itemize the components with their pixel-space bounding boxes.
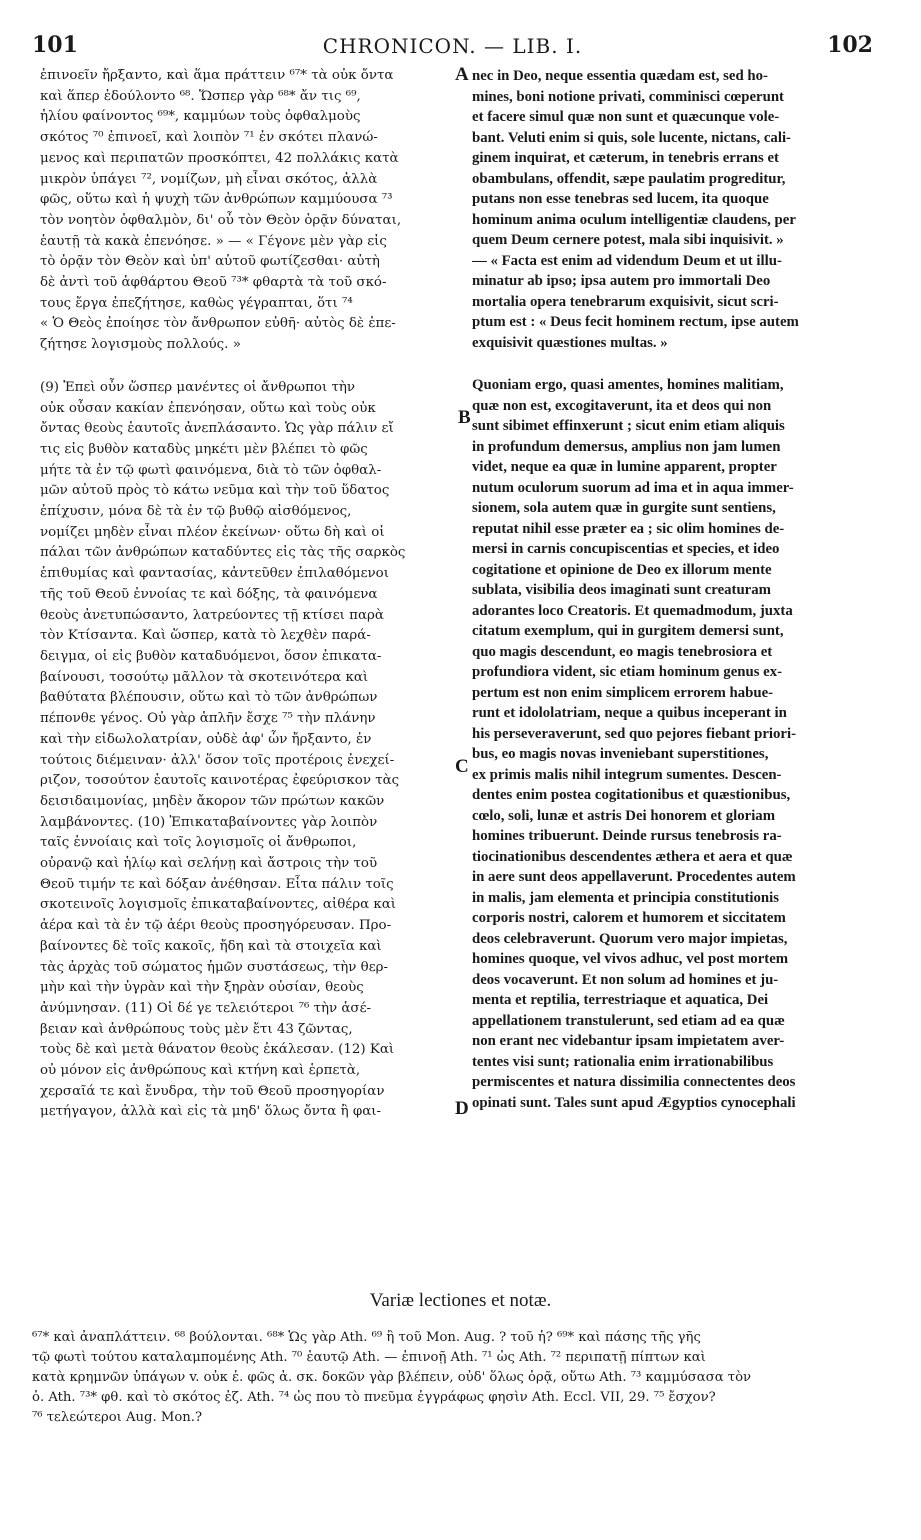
latin-text-line: appellationem transtulerunt, sed etiam ad ea quæ [472, 1012, 785, 1029]
greek-column [40, 66, 454, 1123]
greek-text-line: καὶ ἅπερ ἐδούλοντο ⁶⁸. Ὥσπερ γὰρ ⁶⁸* ἄν τις ⁶⁹, [40, 88, 361, 104]
greek-text-line: δειγμα, οἱ εἰς βυθὸν καταδυόμενοι, ὅσον ἐπικατα- [40, 648, 382, 664]
latin-text-line: sublata, visibilia deos imaginati sunt creaturam [472, 582, 771, 598]
page-header [32, 32, 873, 60]
latin-text-line: quæ non est, excogitaverunt, ita et deos qui non [472, 397, 772, 414]
greek-text-line: χερσαῖά τε καὶ ἔνυδρα, τὴν τοῦ Θεοῦ προσηγορίαν [40, 1083, 385, 1099]
greek-text-line: ἐπινοεῖν ἤρξαντο, καὶ ἅμα πράττειν ⁶⁷* τὰ οὐκ ὄντα [40, 68, 394, 83]
right-page-number: 102 [827, 32, 873, 58]
latin-text-line: putans non esse tenebras sed lucem, ita quoque [472, 191, 769, 207]
notes-block [32, 1328, 888, 1428]
greek-text-line: νομίζει μηδὲν εἶναι πλέον ἐκείνων· οὕτω δὴ καὶ οἱ [40, 524, 385, 540]
greek-text-line: Θεοῦ τιμήν τε καὶ δόξαν ἀνέθησαν. Εἶτα πάλιν τοῖς [40, 876, 394, 892]
greek-text-line: ταῖς ἐννοίαις καὶ τοῖς λογισμοῖς οἱ ἄνθρωποι, [40, 835, 357, 851]
latin-text-line: ptum est : « Deus fecit hominem rectum, ipse autem [472, 314, 799, 330]
latin-text-line: profundiora vident, sic etiam hominum genus ex- [472, 664, 783, 680]
latin-text-line: quem Deum cernere potest, mala sibi inquisivit. » [472, 232, 784, 248]
greek-text-line: ὄντας θεοὺς ἑαυτοῖς ἀνεπλάσαντο. Ὡς γὰρ πάλιν εἴ [40, 421, 394, 437]
latin-column [472, 66, 882, 1113]
latin-text-line: obambulans, offendit, sæpe paulatim progreditur, [472, 170, 786, 187]
latin-text-line: exquisivit quæstiones multas. » [472, 334, 668, 351]
greek-text-line: τὰς ἀρχὰς τοῦ σώματος ἡμῶν συστάσεως, τὴν θερ- [40, 959, 389, 975]
latin-text-line: mersi in carnis concupiscentias et species, et ideo [472, 541, 780, 557]
latin-text-line: cœlo, soli, lunæ et astris Dei honorem et gloriam [472, 807, 776, 824]
greek-text-line: οὐκ οὖσαν κακίαν ἐπενόησαν, οὕτω καὶ τοὺς οὐκ [40, 400, 376, 416]
margin-letter-b: B [458, 407, 471, 428]
latin-text-line: et facere simul quæ non sunt et quæcunque vole- [472, 109, 780, 125]
latin-text-line: in malis, jam elementa et principia constitutionis [472, 889, 780, 906]
note-line: κατὰ κρημνῶν ὑπάγων v. οὐκ ἐ. φῶς ἀ. σκ. δοκῶν γὰρ βλέπειν, οὐδ' ὅλως ὁρᾷ, οὕτω Ath. ⁷³ καμμύσασα τὸν [32, 1370, 752, 1385]
greek-text-line: τούτοις διέμειναν· ἀλλ' ὅσον τοῖς προτέροις ἐνεχεί- [40, 752, 395, 768]
latin-text-line: tentes visi sunt; rationalia enim irrationabilibus [472, 1053, 774, 1070]
latin-text-line: menta et reptilia, terrestriaque et aquatica, Dei [472, 992, 769, 1008]
greek-text-line: ἐπιθυμίας καὶ φαντασίας, κἀντεῦθεν ἐπιλαθόμενοι [40, 566, 389, 582]
latin-text-line: mortalia opera tenebrarum exquisivit, sicut scri- [472, 293, 779, 310]
greek-text-line: τους ἔργα ἐπεζήτησε, καθὼς γέγραπται, ὅτι ⁷⁴ [40, 295, 353, 311]
latin-text-line: in aere sunt deos appellaverunt. Procedentes autem [472, 869, 796, 885]
latin-text-line: hominum anima oculum intelligentiæ claudens, per [472, 211, 796, 228]
greek-text-line: ἀέρα καὶ τὰ ἐν τῷ ἀέρι θεοὺς προσηγόρευσαν. Προ- [40, 918, 392, 934]
latin-text-line: deos vocaverunt. Et non solum ad homines et ju- [472, 971, 779, 988]
greek-text-line: οὐρανῷ καὶ ἡλίῳ καὶ σελήνῃ καὶ ἄστροις τὴν τοῦ [40, 856, 378, 872]
greek-text-line: μήτε τὰ ἐν τῷ φωτὶ φαινόμενα, διὰ τὸ τῶν ὀφθαλ- [40, 462, 382, 478]
latin-text-line: nec in Deo, neque essentia quædam est, sed ho- [472, 68, 768, 84]
greek-text-line: τὸ ὁρᾷν τὸν Θεὸν καὶ ὑπ' αὐτοῦ φωτίζεσθαι· αὐτὴ [40, 254, 380, 270]
latin-text-line: his perseveraverunt, sed quo pejores fiebant priori- [472, 725, 796, 742]
latin-paragraph-2 [472, 375, 882, 1113]
greek-text-line: ἑαυτῇ τὰ κακὰ ἐπενόησε. » — « Γέγονε μὲν γὰρ εἰς [40, 233, 387, 249]
greek-text-line: δὲ ἀντὶ τοῦ ἀφθάρτου Θεοῦ ⁷³* φθαρτὰ τὰ τοῦ σκό- [40, 275, 387, 291]
greek-text-line: λαμβάνοντες. (10) Ἐπικαταβαίνοντες γὰρ λοιπὸν [40, 814, 378, 830]
latin-text-line: pertum est non enim simplicem errorem habue- [472, 684, 774, 701]
latin-text-line: Quoniam ergo, quasi amentes, homines malitiam, [472, 377, 784, 393]
latin-text-line: citatum exemplum, qui in gurgitem demersi sunt, [472, 623, 784, 639]
greek-text-line: οὐ μόνον εἰς ἀνθρώπους καὶ κτήνη καὶ ἑρπετὰ, [40, 1063, 361, 1079]
greek-text-line: βαίνοντες δὲ τοῖς κακοῖς, ἤδη καὶ τὰ στοιχεῖα καὶ [40, 938, 382, 954]
greek-text-line: βαίνουσι, τοσούτῳ μᾶλλον τὰ σκοτεινότερα καὶ [40, 669, 369, 685]
margin-letter-a: A [455, 64, 469, 85]
latin-text-line: opinati sunt. Tales sunt apud Ægyptios cynocephali [472, 1094, 796, 1111]
latin-text-line: videt, neque ea quæ in lumine apparent, propter [472, 459, 777, 475]
latin-text-line: dentes enim postea cogitationibus et quæstionibus, [472, 787, 791, 803]
greek-text-line: (9) Ἐπεὶ οὖν ὥσπερ μανέντες οἱ ἄνθρωποι τὴν [40, 379, 356, 395]
greek-text-line: μενος καὶ περιπατῶν προσκόπτει, 42 πολλάκις κατὰ [40, 150, 399, 166]
latin-text-line: cogitatione et opinione de Deo ex illorum mente [472, 561, 772, 578]
latin-text-line: permiscentes et natura dissimilia connectentes deos [472, 1074, 796, 1090]
greek-text-line: μῶν αὐτοῦ πρὸς τὸ κάτω νεῦμα καὶ τὴν τοῦ ὕδατος [40, 483, 390, 499]
greek-text-line: τῆς τοῦ Θεοῦ ἐννοίας τε καὶ δόξης, τὰ φαινόμενα [40, 586, 378, 602]
greek-text-line: φῶς, οὕτω καὶ ἡ ψυχὴ τῶν ἀνθρώπων καμμύουσα ⁷³ [40, 192, 393, 208]
note-line: τῷ φωτὶ τούτου καταλαμπομένης Ath. ⁷⁰ ἑαυτῷ Ath. — ἐπινοῇ Ath. ⁷¹ ὡς Ath. ⁷² περιπατῇ πίπτων καὶ [32, 1350, 706, 1365]
greek-text-line: τις εἰς βυθὸν καταδὺς μηκέτι μὲν βλέπει τὸ φῶς [40, 441, 368, 457]
greek-text-line: πάλαι τῶν ἀνθρώπων καταδύντες εἰς τὰς τῆς σαρκὸς [40, 545, 406, 561]
greek-text-line: τοὺς δὲ καὶ μετὰ θάνατον θεοὺς ἐκάλεσαν. (12) Καὶ [40, 1042, 395, 1058]
latin-text-line: runt et idololatriam, neque a quibus inceperant in [472, 705, 787, 721]
latin-text-line: bus, eo magis novas inveniebant superstitiones, [472, 746, 769, 762]
latin-text-line: nutum oculorum suorum ad ima et in aqua immer- [472, 479, 794, 496]
latin-paragraph-1 [472, 66, 882, 353]
latin-text-line: homines quoque, vel vivos adhuc, vel post mortem [472, 951, 789, 967]
latin-text-line: — « Facta est enim ad videndum Deum et ut illu- [472, 252, 782, 269]
latin-text-line: corporis nostri, calorem et humorem et siccitatem [472, 910, 786, 926]
greek-text-line: τὸν Κτίσαντα. Καὶ ὥσπερ, κατὰ τὸ λεχθὲν παρά- [40, 628, 371, 644]
latin-text-line: reputat nihil esse præter ea ; sic olim homines de- [472, 520, 785, 537]
latin-text-line: non erant nec videbantur ipsam impietatem aver- [472, 1033, 785, 1049]
note-line: ⁷⁶ τελεώτεροι Aug. Mon.? [32, 1410, 203, 1425]
note-line: ὀ. Ath. ⁷³* φθ. καὶ τὸ σκότος ἐζ. Ath. ⁷⁴ ὡς που τὸ πνεῦμα ἐγγράφως φησὶν Ath. Eccl. VII, 29. ⁷⁵ ἔσχον? [32, 1390, 716, 1405]
greek-text-line: θεοὺς ἀνετυπώσαντο, λατρεύοντες τῇ κτίσει παρὰ [40, 607, 384, 623]
latin-text-line: in profundum demersus, amplius non jam lumen [472, 438, 781, 455]
greek-text-line: ἡλίου φαίνοντος ⁶⁹*, καμμύων τοὺς ὀφθαλμοὺς [40, 109, 361, 125]
greek-text-line: βαθύτατα βλέπουσιν, οὕτω καὶ τὸ τῶν ἀνθρώπων [40, 690, 378, 706]
greek-text-line: τὸν νοητὸν ὀφθαλμὸν, δι' οὗ τὸν Θεὸν ὁρᾷν δύναται, [40, 212, 402, 228]
margin-letter-d: D [455, 1098, 469, 1119]
greek-text-line: σκοτεινοῖς λογισμοῖς ἐπικαταβαίνοντες, αἰθέρα καὶ [40, 897, 397, 913]
greek-text-line: ἐπίχυσιν, μόνα δὲ τὰ ἐν τῷ βυθῷ αἰσθόμενος, [40, 504, 352, 520]
latin-text-line: quo magis descendunt, eo magis tenebrosiora et [472, 643, 773, 660]
margin-letter-c: C [455, 756, 469, 777]
latin-text-line: sunt sibimet effinxerunt ; sicut enim etiam aliquis [472, 418, 785, 434]
greek-text-line: καὶ τὴν εἰδωλολατρίαν, οὐδὲ ἀφ' ὧν ἤρξαντο, ἐν [40, 731, 372, 747]
greek-text-line: ριζον, τοσούτον ἑαυτοῖς καινοτέρας ἐφεύρισκον τὰς [40, 773, 400, 789]
greek-text-line: πέπονθε γένος. Οὐ γὰρ ἁπλῆν ἔσχε ⁷⁵ τὴν πλάνην [40, 711, 376, 727]
latin-text-line: ginem inquirat, et cæterum, in tenebris errans et [472, 150, 779, 166]
latin-text-line: tiocinationibus descendentes æthera et aera et quæ [472, 848, 793, 865]
greek-text-line: σκότος ⁷⁰ ἐπινοεῖ, καὶ λοιπὸν ⁷¹ ἐν σκότει πλανώ- [40, 130, 378, 146]
notes-title: Variæ lectiones et notæ. [369, 1290, 552, 1311]
latin-text-line: minatur ab ipso; ipsa autem pro immortali Deo [472, 273, 771, 289]
latin-text-line: bant. Veluti enim si quis, sole lucente, nictans, cali- [472, 129, 791, 146]
latin-text-line: ex primis malis nihil integrum sumentes. Descen- [472, 766, 782, 783]
greek-paragraph-1 [40, 66, 454, 356]
greek-paragraph-2 [40, 378, 454, 1123]
greek-text-line: « Ὁ Θεὸς ἐποίησε τὸν ἄνθρωπον εὐθῆ· αὐτὸς δὲ ἐπε- [40, 316, 396, 332]
greek-text-line: μὴν καὶ τὴν ὑγρὰν καὶ τὴν ξηρὰν οὐσίαν, θεοὺς [40, 980, 364, 996]
greek-text-line: ζήτησε λογισμοὺς πολλούς. » [40, 337, 241, 353]
latin-text-line: homines tribuerunt. Deinde rursus tenebrosis ra- [472, 828, 782, 844]
latin-text-line: deos celebraverunt. Quorum vero major impietas, [472, 930, 788, 947]
greek-text-line: μικρὸν ὑπάγει ⁷², νομίζων, μὴ εἶναι σκότος, ἀλλὰ [40, 171, 378, 187]
greek-text-line: μετήγαγον, ἀλλὰ καὶ εἰς τὰ μηδ' ὅλως ὄντα ἢ φαι- [40, 1104, 382, 1120]
latin-text-line: adorantes loco Creatoris. Et quemadmodum, juxta [472, 602, 793, 619]
greek-text-line: δεισιδαιμονίας, μηδὲν ἄκορον τῶν πρώτων κακῶν [40, 793, 385, 809]
latin-text-line: mines, boni notione privati, comminisci cœperunt [472, 88, 784, 105]
greek-text-line: βειαν καὶ ἀνθρώπους τοὺς μὲν ἔτι 43 ζῶντας, [40, 1021, 353, 1037]
running-title: CHRONICON. — LIB. I. [322, 34, 583, 58]
left-page-number: 101 [32, 32, 78, 58]
latin-text-line: sionem, sola autem quæ in gurgite sunt sentiens, [472, 500, 776, 516]
note-line: ⁶⁷* καὶ ἀναπλάττειν. ⁶⁸ βούλονται. ⁶⁸* Ὡς γὰρ Ath. ⁶⁹ ἢ τοῦ Mon. Aug. ? τοῦ ἡ? ⁶⁹* καὶ πάσης τῆς γῆς [32, 1330, 701, 1345]
greek-text-line: ἀνύμνησαν. (11) Οἱ δέ γε τελειότεροι ⁷⁶ τὴν ἀσέ- [40, 1000, 372, 1016]
